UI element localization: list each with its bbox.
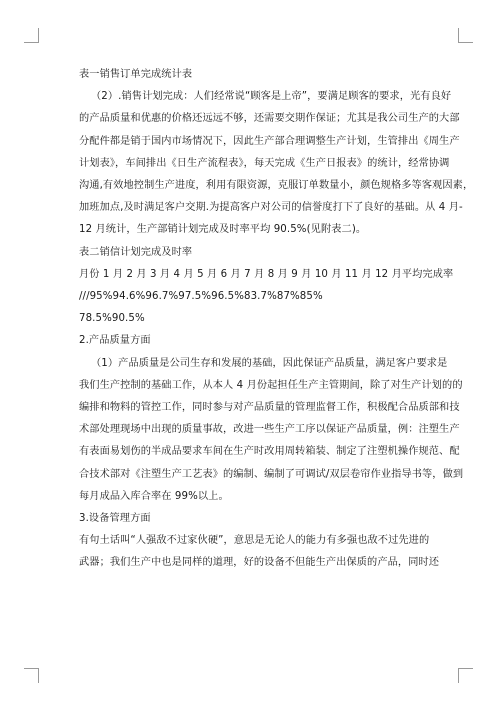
paragraph-line: 计划表》，车间排出《日生产流程表》，每天完成《生产日报表》的统计，经常协调 bbox=[79, 157, 450, 169]
crop-mark-bottom-left bbox=[24, 668, 39, 683]
paragraph-line: 有句土话叫“人强敌不过家伙硬”，意思是无论人的能力有多强也敌不过先进的 bbox=[79, 535, 430, 547]
paragraph-line: 加班加点,及时满足客户交期.为提高客户对公司的信誉度打下了良好的基础。从 4 月- bbox=[79, 202, 463, 214]
equipment-paragraph bbox=[79, 530, 439, 574]
table1-title: 表一销售订单完成统计表 bbox=[79, 69, 193, 80]
crop-mark-top-right bbox=[458, 28, 473, 43]
table2-rates-row: ///95%94.6%96.7%97.5%96.5%83.7%87%85% bbox=[79, 291, 323, 303]
section-heading-quality: 2.产品质量方面 bbox=[79, 335, 151, 347]
table2-rates-row: 78.5%90.5% bbox=[79, 313, 145, 325]
crop-mark-top-left bbox=[24, 28, 39, 43]
crop-mark-bottom-right bbox=[458, 668, 473, 683]
paragraph-line: 沟通,有效地控制生产进度，利用有限资源，克服订单数量小，颜色规格多等客观因素， bbox=[79, 180, 474, 192]
sales-plan-paragraph bbox=[79, 86, 474, 241]
paragraph-line: （1）产品质量是公司生存和发展的基础，因此保证产品质量，满足客户要求是 bbox=[91, 357, 448, 369]
section-heading-equipment: 3.设备管理方面 bbox=[79, 513, 151, 525]
paragraph-line: 术部处理现场中出现的质量事故，改进一些生产工序以保证产品质量，例：注塑生产 bbox=[79, 424, 460, 436]
paragraph-line: 12 月统计，生产部销计划完成及时率平均 90.5%(见附表二)。 bbox=[79, 224, 367, 236]
paragraph-line: 合技术部对《注塑生产工艺表》的编制、编制了可调试/双层卷帘作业指导书等，做到 bbox=[79, 468, 464, 480]
quality-paragraph bbox=[79, 353, 464, 508]
paragraph-line: 武器；我们生产中也是同样的道理，好的设备不但能生产出保质的产品，同时还 bbox=[79, 557, 440, 569]
table2-months-row: 月份 1 月 2 月 3 月 4 月 5 月 6 月 7 月 8 月 9 月 10 月 11 月 12 月平均完成率 bbox=[79, 268, 454, 280]
paragraph-line: 编排和物料的管控工作，同时参与对产品质量的管理监督工作，积极配合品质部和技 bbox=[79, 402, 460, 414]
paragraph-line: 我们生产控制的基础工作，从本人 4 月份起担任生产主管期间，除了对生产计划的的 bbox=[79, 379, 463, 391]
document-body bbox=[79, 64, 474, 575]
paragraph-line: （2）.销售计划完成：人们经常说“顾客是上帝”，要满足顾客的要求，光有良好 bbox=[91, 91, 452, 103]
paragraph-line: 有表面易划伤的半成品要求车间在生产时改用周转箱装、制定了注塑机操作规范、配 bbox=[79, 446, 460, 458]
paragraph-line: 每月成品入库合率在 99%以上。 bbox=[79, 490, 229, 502]
table2-title: 表二销信计划完成及时率 bbox=[79, 246, 193, 258]
paragraph-line: 分配件都是销于国内市场情况下，因此生产部合理调整生产计划，生管排出《周生产 bbox=[79, 135, 460, 147]
paragraph-line: 的产品质量和优惠的价格还远远不够，还需要交期作保证；尤其是我公司生产的大部 bbox=[79, 113, 460, 125]
